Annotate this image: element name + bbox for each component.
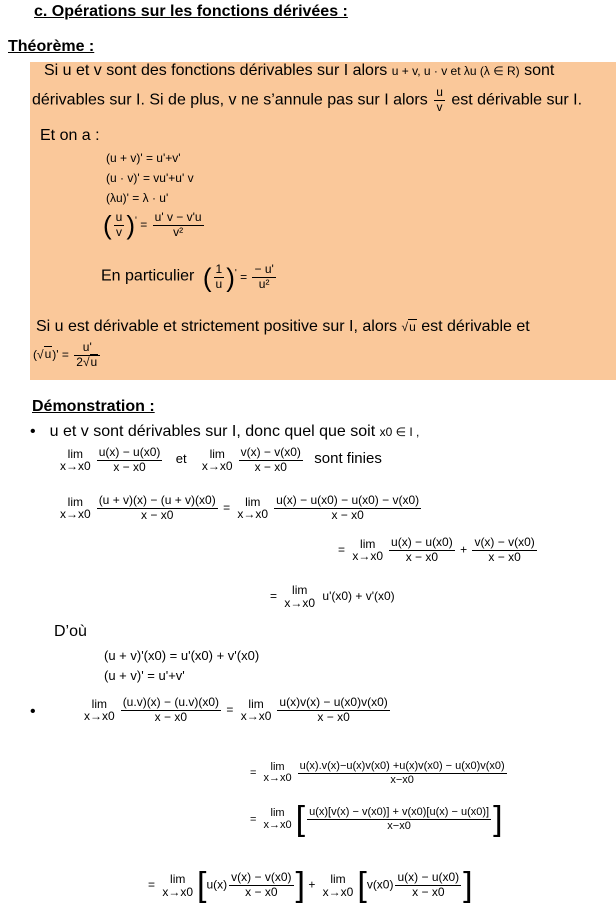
bullet-2-marker: • [30,703,36,720]
theorem-title: Théorème : [8,38,95,55]
bracketed-limit-line: = lim x→x0 [ $\frac{u(x)[v(x) - v(x0)] + v(x0)[u(x) - u(x0)]}{x-x0}$ ] [250,800,503,838]
limits-line: lim x→x0 $\frac{u(x) - u(x0)}{x - x0}$ et lim x→x0 $\frac{v(x) - v(x0)}{x - x0}$ sont finies [60,445,382,474]
demonstration-title: Démonstration : [32,398,155,415]
theorem-line-2: dérivables sur I. Si de plus, v ne s’annule pas sur I alors $\frac{u}{v}$ est dérivable sur I. [32,85,583,114]
formula-sum: (u + v)' = u'+v' [106,151,181,165]
result-sum-at-x0: (u + v)'(x0) = u'(x0) + v'(x0) [104,648,260,663]
final-limit-line: = lim x→x0 [u(x) $\frac{v(x) - v(x0)}{x - x0}$ ] + lim x→x0 [v(x0) $\frac{u(x) - u(x0)}{x - x0}$ ] [148,866,473,904]
section-heading: c. Opérations sur les fonctions dérivées : [34,3,348,20]
formula-product: (u · v)' = vu'+u' v [106,171,194,185]
sum-limit-line: lim x→x0 $\frac{(u + v)(x) - (u + v)(x0)}{x - x0}$ = lim x→x0 $\frac{u(x) - u(x0) - u(x0) - v(x0)}{x - x0}$ [60,493,420,522]
d-ou: D’où [54,623,87,640]
result-sum: (u + v)' = u'+v' [104,668,185,683]
formula-inverse: En particulier ( $\frac{1}{u}$ )' = $\frac{- u'}{\text{u²}}$ [101,262,274,292]
formula-quotient: ( $\frac{u}{v}$ )' = $\frac{u' v - v'u}{\text{v²}}$ [103,210,202,240]
bullet-1: • u et v sont dérivables sur I, donc quel que soit x0 ∈ I , [30,423,420,440]
theorem-line-1: Si u et v sont des fonctions dérivables sur I alors u + v, u · v et λu (λ ∈ R) sont [44,62,555,79]
formula-scalar: (λu)' = λ · u' [106,191,169,205]
sqrt-formula: (√u)' = $\frac{u'}{2√u}$ [33,341,102,370]
product-limit-line: lim x→x0 $\frac{(u.v)(x) - (u.v)(x0)}{x - x0}$ = lim x→x0 $\frac{u(x)v(x) - u(x0)v(x0)}{x - x0}$ [84,695,388,724]
expanded-limit-line: = lim x→x0 $\frac{u(x).v(x)-u(x)v(x0) +u(x)v(x0) - u(x0)v(x0)}{x-x0}$ [250,760,505,786]
split-limit-line: = lim x→x0 $\frac{u(x) - u(x0)}{x - x0}$ + $\frac{v(x) - v(x0)}{x - x0}$ [338,535,535,564]
et-on-a: Et on a : [40,127,100,144]
u-over-v-fraction: $\frac{u}{v}$ [436,85,443,114]
limit-result-line: = lim x→x0 u'(x0) + v'(x0) [270,583,395,610]
operations-list: u + v, u · v et λu (λ ∈ R) [391,64,520,78]
sqrt-statement-line: Si u est dérivable et strictement positive sur I, alors √u est dérivable et [36,318,530,335]
